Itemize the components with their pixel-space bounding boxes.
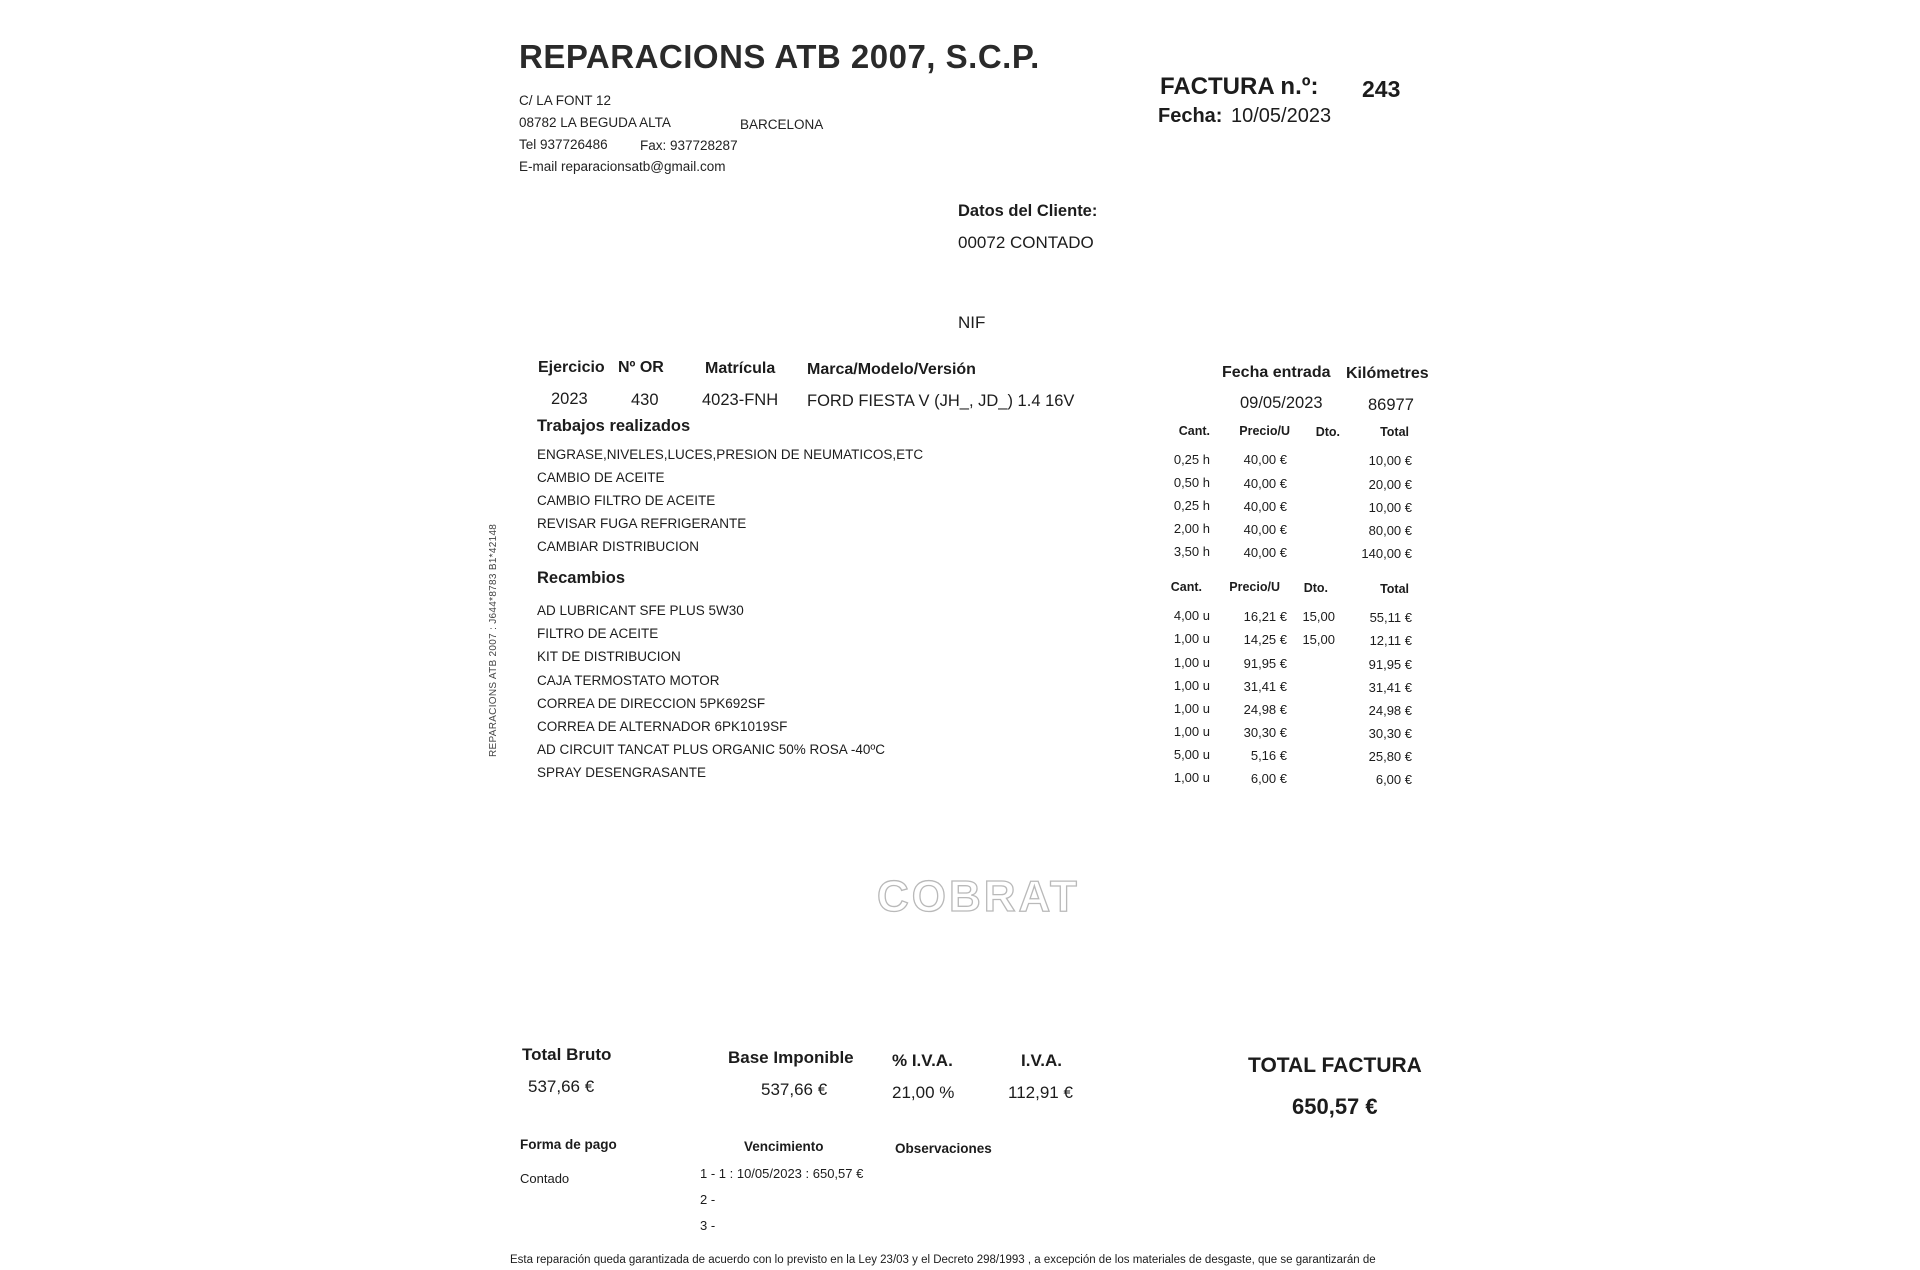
recambios-col-cant: Cant. <box>1170 580 1202 594</box>
invoice-number: 243 <box>1362 76 1401 102</box>
line-quantity: 4,00 u <box>1173 608 1210 623</box>
line-unit-price: 40,00 € <box>1243 452 1287 467</box>
recambios-col-precio: Precio/U <box>1229 580 1280 594</box>
recambios-col-dto: Dto. <box>1303 581 1328 595</box>
invoice-date: 10/05/2023 <box>1231 105 1332 127</box>
trabajos-col-precio: Precio/U <box>1239 424 1290 438</box>
trabajos-col-dto: Dto. <box>1315 425 1340 439</box>
line-description: SPRAY DESENGRASANTE <box>537 765 707 780</box>
client-nif-label: NIF <box>958 313 986 332</box>
invoice-number-label: FACTURA n.º: <box>1160 73 1319 100</box>
company-tel: Tel 937726486 <box>519 137 608 152</box>
line-discount: 15,00 <box>1302 632 1335 647</box>
company-postal-city: 08782 LA BEGUDA ALTA <box>519 115 671 130</box>
recambios-title: Recambios <box>537 569 626 587</box>
value-fecha-entrada: 09/05/2023 <box>1240 394 1323 412</box>
line-description: CAMBIAR DISTRIBUCION <box>537 539 700 554</box>
vencimiento-label: Vencimiento <box>744 1139 824 1154</box>
line-quantity: 0,25 h <box>1173 452 1210 467</box>
value-nor: 430 <box>631 391 659 409</box>
header-marca: Marca/Modelo/Versión <box>807 361 976 378</box>
line-unit-price: 5,16 € <box>1250 748 1287 763</box>
line-total: 10,00 € <box>1368 500 1412 515</box>
line-total: 31,41 € <box>1368 680 1412 695</box>
vencimiento-1: 1 - 1 : 10/05/2023 : 650,57 € <box>700 1166 864 1181</box>
forma-pago-label: Forma de pago <box>520 1137 617 1152</box>
line-unit-price: 91,95 € <box>1243 656 1287 671</box>
line-unit-price: 14,25 € <box>1243 632 1287 647</box>
line-description: AD CIRCUIT TANCAT PLUS ORGANIC 50% ROSA -40ºC <box>537 742 886 757</box>
company-email: E-mail reparacionsatb@gmail.com <box>519 159 726 174</box>
line-discount: 15,00 <box>1302 609 1335 624</box>
line-quantity: 1,00 u <box>1173 770 1210 785</box>
value-ejercicio: 2023 <box>551 390 588 408</box>
line-description: ENGRASE,NIVELES,LUCES,PRESION DE NEUMATICOS,ETC <box>537 447 924 462</box>
value-marca: FORD FIESTA V (JH_, JD_) 1.4 16V <box>807 392 1075 410</box>
line-total: 91,95 € <box>1368 657 1412 672</box>
line-description: CORREA DE DIRECCION 5PK692SF <box>537 696 766 711</box>
observaciones-label: Observaciones <box>895 1141 992 1156</box>
company-province: BARCELONA <box>740 117 824 132</box>
company-fax: Fax: 937728287 <box>640 138 738 153</box>
line-total: 25,80 € <box>1368 749 1412 764</box>
iva-percent-label: % I.V.A. <box>892 1051 953 1070</box>
trabajos-title: Trabajos realizados <box>537 417 691 435</box>
line-description: AD LUBRICANT SFE PLUS 5W30 <box>537 603 744 618</box>
client-heading: Datos del Cliente: <box>958 202 1098 220</box>
line-quantity: 1,00 u <box>1173 655 1210 670</box>
line-total: 12,11 € <box>1369 633 1412 648</box>
line-quantity: 1,00 u <box>1173 631 1210 646</box>
total-bruto-value: 537,66 € <box>528 1077 595 1096</box>
line-unit-price: 24,98 € <box>1243 702 1287 717</box>
line-unit-price: 40,00 € <box>1243 476 1287 491</box>
line-quantity: 3,50 h <box>1173 544 1210 559</box>
company-address: C/ LA FONT 12 <box>519 93 612 108</box>
total-bruto-label: Total Bruto <box>522 1045 612 1064</box>
header-km: Kilómetres <box>1346 365 1429 382</box>
line-unit-price: 30,30 € <box>1243 725 1287 740</box>
line-unit-price: 40,00 € <box>1243 545 1287 560</box>
line-quantity: 5,00 u <box>1173 747 1210 762</box>
line-description: REVISAR FUGA REFRIGERANTE <box>537 516 747 531</box>
paid-stamp: COBRAT <box>877 872 1080 921</box>
line-description: CAJA TERMOSTATO MOTOR <box>537 673 720 688</box>
iva-percent-value: 21,00 % <box>892 1083 955 1102</box>
line-total: 30,30 € <box>1368 726 1412 741</box>
line-quantity: 1,00 u <box>1173 701 1210 716</box>
line-quantity: 1,00 u <box>1173 724 1210 739</box>
value-matricula: 4023-FNH <box>702 391 779 409</box>
header-nor: Nº OR <box>618 359 664 376</box>
total-factura-value: 650,57 € <box>1292 1094 1378 1119</box>
line-unit-price: 31,41 € <box>1243 679 1287 694</box>
base-imponible-label: Base Imponible <box>728 1048 854 1067</box>
line-total: 24,98 € <box>1368 703 1412 718</box>
header-ejercicio: Ejercicio <box>538 359 605 376</box>
header-fecha-entrada: Fecha entrada <box>1222 364 1331 381</box>
value-km: 86977 <box>1368 396 1414 414</box>
line-quantity: 0,50 h <box>1173 475 1210 490</box>
line-quantity: 2,00 h <box>1173 521 1210 536</box>
client-code-name: 00072 CONTADO <box>958 233 1094 252</box>
line-total: 55,11 € <box>1369 610 1412 625</box>
line-unit-price: 16,21 € <box>1243 609 1287 624</box>
legal-note: Esta reparación queda garantizada de acuerdo con lo previsto en la Ley 23/03 y el Decreto 298/1993 , a excepción de los materiales de desgaste, que se garantizarán de <box>510 1254 1376 1266</box>
line-total: 6,00 € <box>1375 772 1412 787</box>
line-description: CAMBIO DE ACEITE <box>537 470 665 485</box>
invoice-date-label: Fecha: <box>1158 105 1223 127</box>
line-description: KIT DE DISTRIBUCION <box>537 649 681 664</box>
recambios-col-total: Total <box>1380 582 1409 596</box>
trabajos-col-total: Total <box>1380 425 1409 439</box>
line-total: 10,00 € <box>1368 453 1412 468</box>
line-description: CORREA DE ALTERNADOR 6PK1019SF <box>537 719 788 734</box>
line-total: 140,00 € <box>1361 546 1412 561</box>
trabajos-col-cant: Cant. <box>1178 424 1210 438</box>
iva-label: I.V.A. <box>1021 1051 1062 1070</box>
iva-value: 112,91 € <box>1008 1083 1073 1102</box>
line-total: 80,00 € <box>1368 523 1412 538</box>
line-quantity: 0,25 h <box>1173 498 1210 513</box>
forma-pago-value: Contado <box>520 1171 570 1186</box>
vencimiento-3: 3 - <box>700 1218 716 1233</box>
line-unit-price: 40,00 € <box>1243 499 1287 514</box>
line-description: CAMBIO FILTRO DE ACEITE <box>537 493 716 508</box>
line-total: 20,00 € <box>1368 477 1412 492</box>
company-name: REPARACIONS ATB 2007, S.C.P. <box>519 38 1040 75</box>
vencimiento-2: 2 - <box>700 1192 716 1207</box>
side-registry-text: REPARACIONS ATB 2007 : J644*8783 B1*42148 <box>488 523 499 757</box>
header-matricula: Matrícula <box>705 360 776 377</box>
total-factura-label: TOTAL FACTURA <box>1248 1054 1422 1077</box>
line-unit-price: 40,00 € <box>1243 522 1287 537</box>
base-imponible-value: 537,66 € <box>761 1080 828 1099</box>
line-description: FILTRO DE ACEITE <box>537 626 659 641</box>
line-quantity: 1,00 u <box>1173 678 1210 693</box>
line-unit-price: 6,00 € <box>1250 771 1287 786</box>
